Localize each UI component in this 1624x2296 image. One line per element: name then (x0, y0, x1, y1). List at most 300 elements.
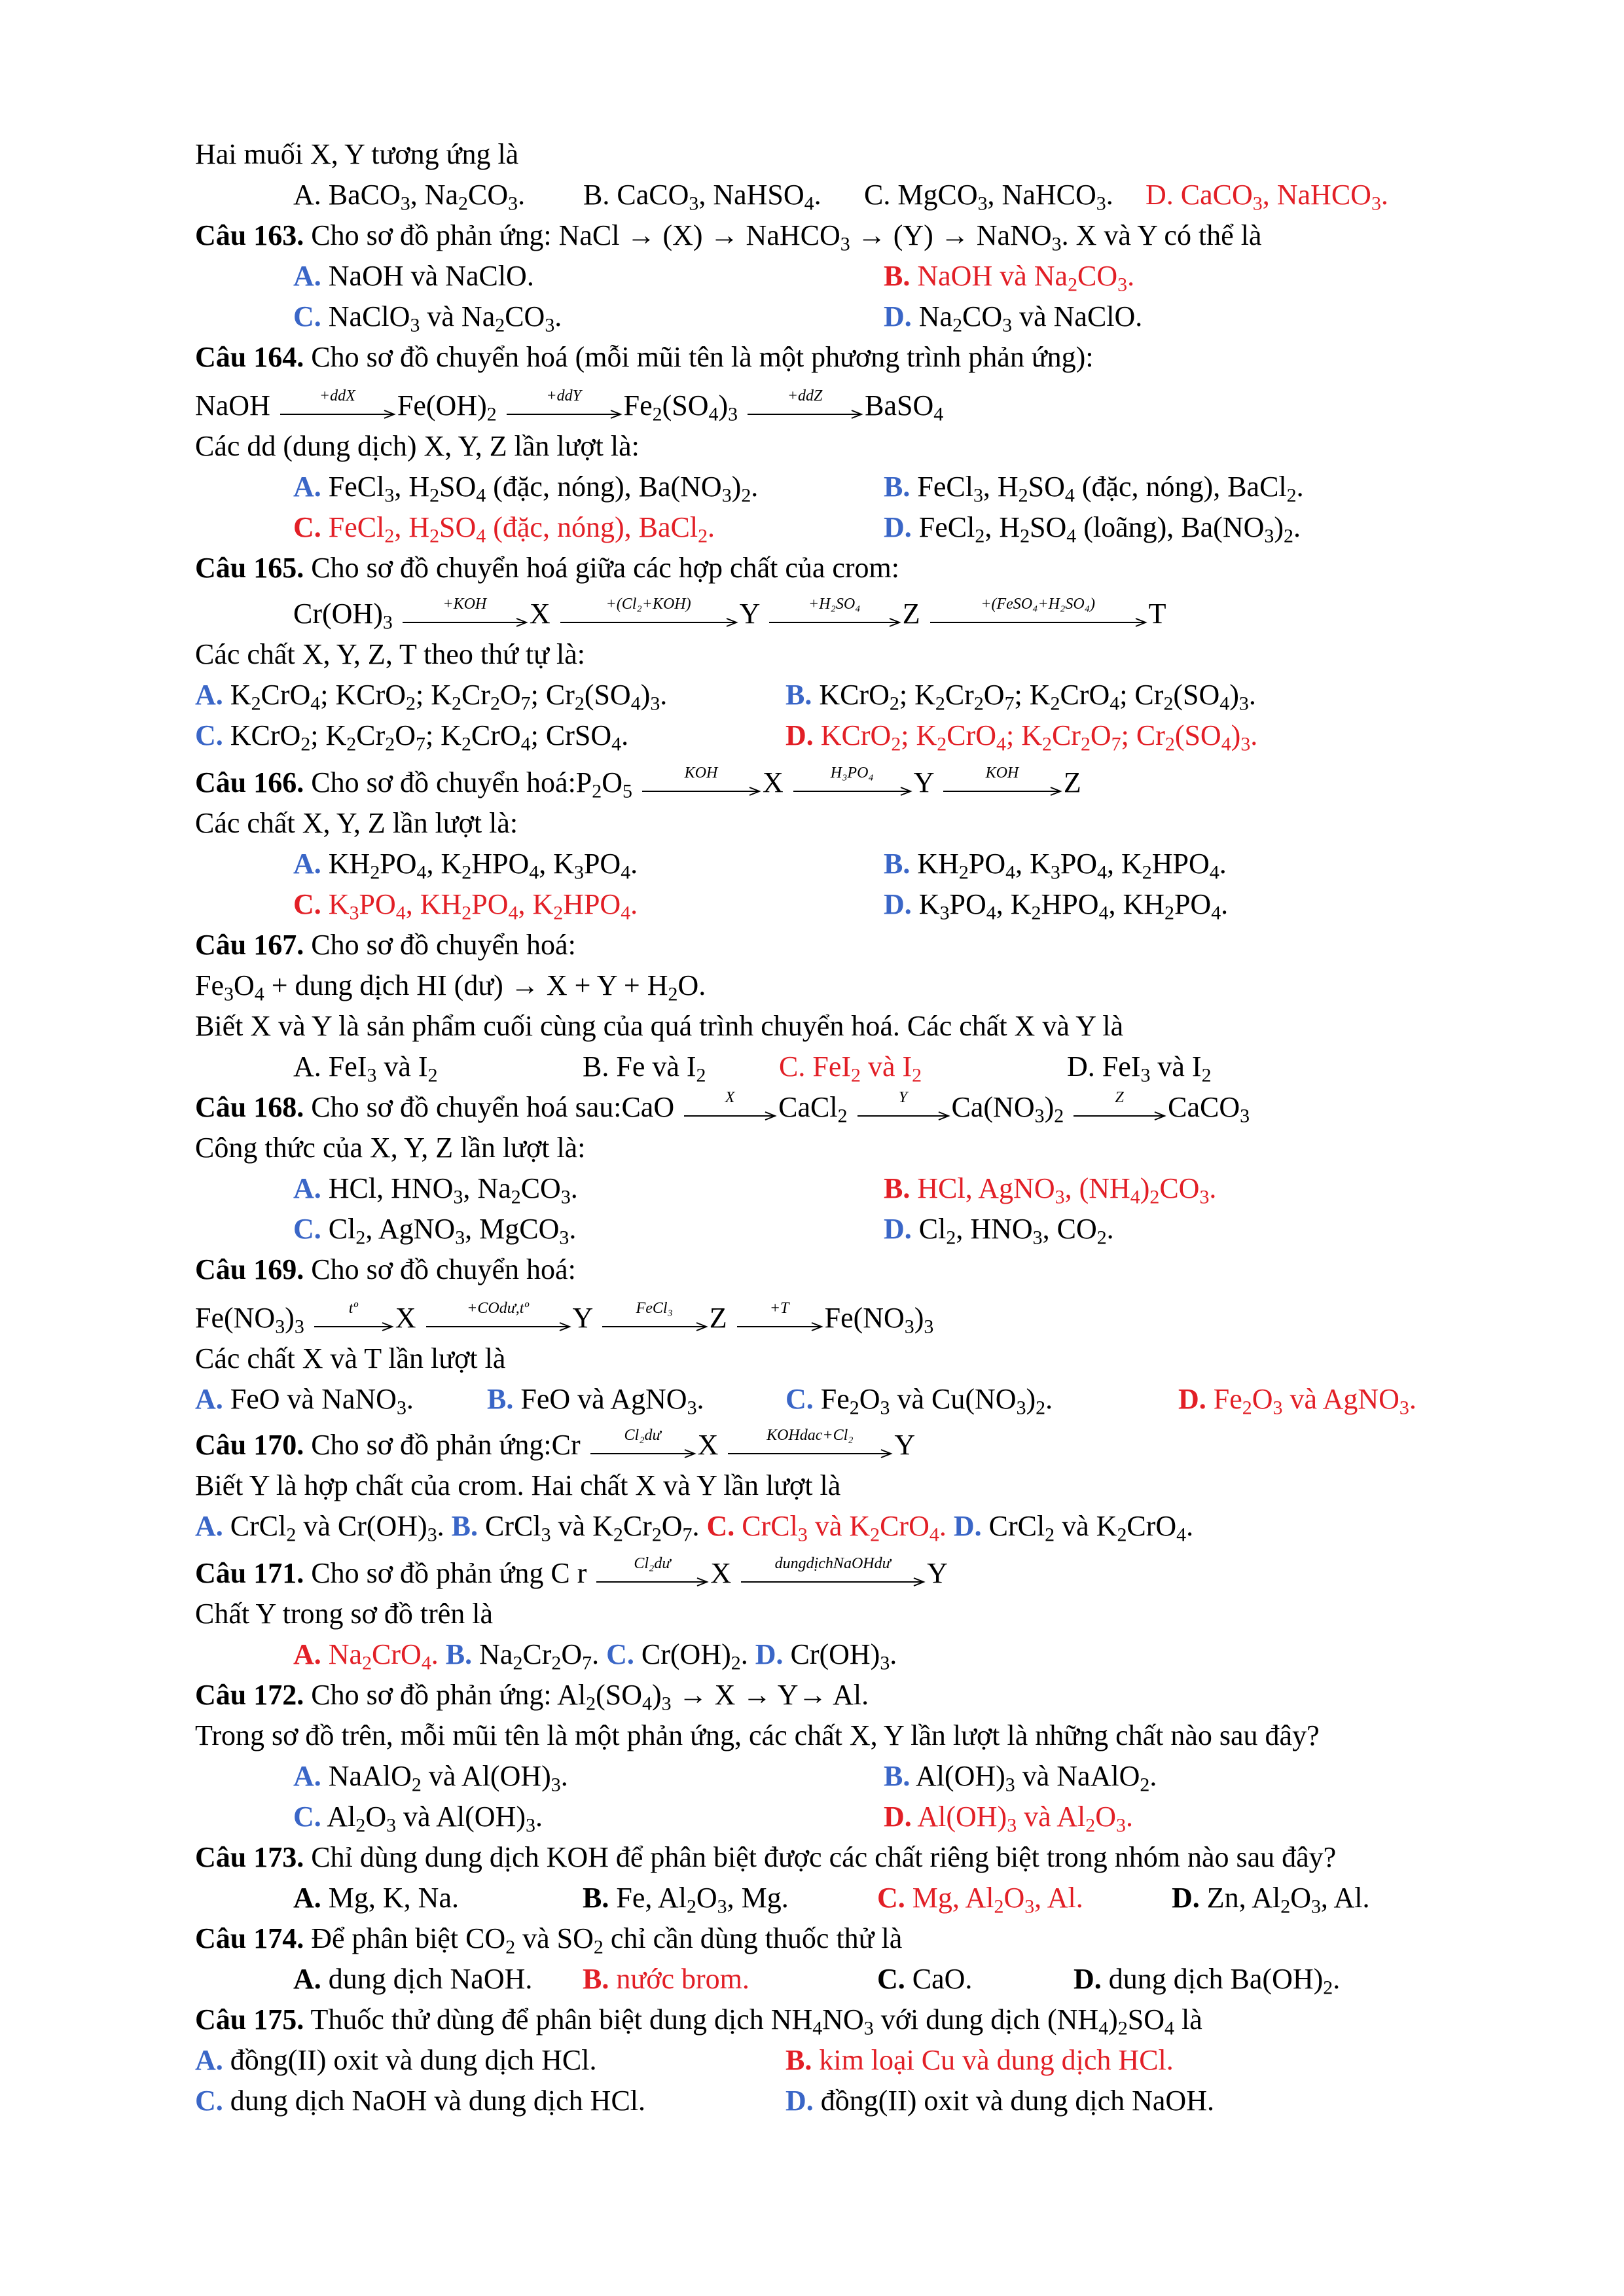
subscript: 4 (1219, 692, 1230, 715)
subscript: 3 (1272, 1397, 1283, 1419)
text-run: . (740, 1638, 755, 1670)
text-run: , KH (1108, 888, 1164, 920)
arrow-label: FeCl₃ (636, 1300, 673, 1317)
text-run: Hai muối X, Y tương ứng là (195, 138, 519, 170)
option-label: A. (195, 1383, 223, 1415)
subscript: 3 (1007, 1814, 1017, 1837)
text-run: . (696, 1383, 704, 1415)
text-run: . (1219, 848, 1227, 880)
text-run: CaCl (778, 1091, 838, 1123)
arrow-icon (314, 1322, 393, 1331)
subscript: 3 (453, 1186, 463, 1208)
text-run: (SO (662, 389, 709, 422)
option-label: D. (1172, 1882, 1200, 1914)
option-segment (293, 1959, 532, 2000)
option-label: B. (445, 1638, 473, 1670)
subscript: 7 (1111, 733, 1121, 755)
subscript: 2 (593, 1936, 604, 1958)
subscript: 3 (728, 403, 738, 425)
text-run: Cr(OH) (634, 1638, 731, 1670)
option-segment (195, 2040, 596, 2081)
text-run: Ca(NO (951, 1091, 1035, 1123)
text-run (738, 389, 745, 422)
subscript: 2 (458, 192, 468, 215)
text-run: Cho sơ đồ phản ứng:Cr (304, 1429, 588, 1461)
subscript: 2 (406, 692, 416, 715)
arrow-icon (602, 1322, 707, 1331)
option-label: A. (293, 848, 321, 880)
subscript: 3 (400, 192, 410, 215)
text-run: Cho sơ đồ phản ứng C r (304, 1557, 594, 1589)
subscript: 3 (1050, 861, 1060, 884)
question-number: Câu 172. (195, 1679, 304, 1711)
text-run: Cr (356, 719, 386, 751)
option-segment (864, 175, 1113, 215)
text-run: SO (1028, 471, 1065, 503)
text-run: . (1106, 179, 1113, 211)
text-run: A. BaCO (293, 179, 401, 211)
subscript: 3 (1096, 192, 1106, 215)
text-run: CrCl (223, 1510, 287, 1542)
text-run: . (570, 1172, 578, 1204)
text-run: . (751, 471, 759, 503)
option-segment (884, 256, 1134, 296)
subscript: 2 (495, 314, 505, 336)
subscript: 3 (1199, 1186, 1210, 1208)
subscript: 2 (849, 1397, 859, 1419)
option-segment (1146, 175, 1388, 215)
text-run: PO (949, 888, 986, 920)
question-number: Câu 169. (195, 1253, 304, 1285)
arrow-icon (426, 1322, 570, 1331)
subscript: 2 (1080, 733, 1091, 755)
text-run: Cho sơ đồ chuyển hoá (mỗi mũi tên là một phương trình phản ứng): (304, 341, 1094, 373)
subscript: 3 (550, 1774, 561, 1796)
text-segment (195, 2000, 1202, 2040)
subscript: 2 (1018, 484, 1028, 507)
reaction-arrow (684, 1089, 776, 1121)
subscript: 2 (652, 403, 662, 425)
text-run: Fe, Al (609, 1882, 687, 1914)
subscript: 2 (427, 1064, 438, 1086)
text-run: D. FeI (1067, 1050, 1141, 1083)
arrow-icon (769, 618, 900, 627)
subscript: 4 (395, 902, 406, 924)
subscript: 4 (1098, 902, 1109, 924)
subscript: 7 (582, 1652, 592, 1674)
subscript: 4 (1110, 692, 1120, 715)
text-run: , H (394, 471, 430, 503)
arrow-label: +ddZ (787, 387, 823, 404)
text-run: CO (520, 1172, 561, 1204)
option-label: B. (583, 1882, 609, 1914)
text-run: đồng(II) oxit và dung dịch NaOH. (813, 2085, 1214, 2117)
text-run: , CO (1042, 1213, 1097, 1245)
subscript: 4 (812, 2017, 823, 2039)
subscript: 2 (429, 484, 440, 507)
text-run: CrO (372, 1638, 422, 1670)
text-run: , NaHCO (987, 179, 1096, 211)
text-run: dung dịch Ba(OH) (1101, 1963, 1324, 1995)
subscript: 2 (668, 983, 678, 1005)
option-segment (293, 296, 562, 337)
option-segment (195, 1379, 414, 1420)
subscript: 3 (508, 192, 518, 215)
text-run: , Na (410, 179, 459, 211)
arrow-label: +(Cl₂+KOH) (605, 596, 691, 613)
subscript: 2 (851, 1064, 861, 1086)
subscript: 7 (682, 1524, 693, 1546)
option-label: A. (293, 1882, 321, 1914)
text-run: ; K (1014, 679, 1051, 711)
subscript: 2 (1142, 861, 1152, 884)
text-run: , HNO (956, 1213, 1033, 1245)
text-segment (195, 634, 585, 675)
text-run: FeCl (321, 471, 385, 503)
text-run: , H (984, 511, 1020, 543)
subscript: 3 (863, 2017, 874, 2039)
text-run: Na (321, 1638, 363, 1670)
option-segment (877, 1959, 972, 2000)
question-number: Câu 166. (195, 766, 304, 798)
text-run: , MgCO (465, 1213, 560, 1245)
subscript: 3 (721, 484, 732, 507)
option-segment (195, 2081, 645, 2121)
text-run: K (911, 888, 940, 920)
option-segment (884, 467, 1304, 507)
option-label: A. (195, 1510, 223, 1542)
text-segment (195, 215, 1261, 256)
text-run: Cr (623, 1510, 652, 1542)
subscript: 2 (1068, 274, 1078, 296)
text-run: và Al (1017, 1801, 1086, 1833)
text-segment (195, 1594, 493, 1634)
text-run: ; K (901, 719, 937, 751)
option-label: C. (195, 2085, 223, 2117)
subscript: 2 (551, 1652, 562, 1674)
subscript: 2 (592, 780, 602, 802)
text-run: NaOH và NaClO. (321, 260, 534, 292)
subscript: 3 (545, 314, 555, 336)
text-run: . (518, 179, 526, 211)
subscript: 3 (384, 484, 395, 507)
text-run: . (1250, 719, 1258, 751)
option-segment (293, 1168, 578, 1209)
text-run: , (NH (1064, 1172, 1130, 1204)
subscript: 3 (1032, 1227, 1043, 1249)
arrow-label: +COdư,tº (467, 1300, 529, 1317)
option-label: A. (293, 471, 321, 503)
subscript: 2 (1164, 733, 1175, 755)
subscript: 3 (687, 1397, 697, 1419)
arrow-icon (560, 618, 737, 627)
text-segment (195, 1006, 1123, 1047)
text-run: ) (914, 1302, 924, 1334)
subscript: 4 (476, 525, 486, 547)
text-run: KCrO (812, 679, 890, 711)
text-run: và K (1055, 1510, 1117, 1542)
text-run: X (762, 766, 791, 798)
question-number: Câu 173. (195, 1841, 304, 1873)
text-run: , Na (463, 1172, 511, 1204)
option-label: D. (1074, 1963, 1102, 1995)
text-run: và NaClO. (1012, 300, 1143, 332)
text-run: dung dịch NaOH và dung dịch HCl. (223, 2085, 646, 2117)
text-run: Cho sơ đồ phản ứng: NaCl → (X) → NaHCO (304, 219, 840, 251)
text-run: Cl (911, 1213, 947, 1245)
text-run: → X → Y→ Al. (671, 1679, 869, 1711)
text-run: Cho sơ đồ chuyển hoá:P (304, 766, 592, 798)
text-run: đồng(II) oxit và dung dịch HCl. (223, 2044, 597, 2076)
subscript: 4 (476, 484, 486, 507)
subscript: 2 (952, 314, 963, 336)
subscript: 2 (1140, 1774, 1150, 1796)
subscript: 4 (529, 861, 539, 884)
subscript: 3 (1117, 274, 1128, 296)
text-run: CO (505, 300, 545, 332)
text-run: O (696, 1882, 717, 1914)
question-number: Câu 175. (195, 2003, 304, 2036)
arrow-label: +ddX (319, 387, 355, 404)
text-run: . (660, 679, 668, 711)
arrow-label: Cl₂dư (634, 1555, 671, 1572)
text-run: Fe(NO (195, 1302, 276, 1334)
text-run: và SO (515, 1922, 594, 1954)
option-label: B. (785, 679, 812, 711)
option-segment (293, 507, 715, 548)
text-run (848, 1091, 855, 1123)
text-run: ; K (425, 719, 461, 751)
subscript: 2 (651, 1524, 662, 1546)
subscript: 2 (384, 525, 395, 547)
subscript: 2 (1041, 733, 1052, 755)
subscript: 2 (686, 1895, 696, 1918)
subscript: 3 (1240, 1105, 1250, 1127)
subscript: 3 (1002, 314, 1013, 336)
option-label: B. (583, 1963, 609, 1995)
subscript: 4 (611, 733, 622, 755)
subscript: 3 (386, 1814, 397, 1837)
option-label: C. (706, 1510, 735, 1542)
subscript: 2 (251, 692, 261, 715)
text-run: Al(OH) (910, 1760, 1005, 1792)
arrow-icon (793, 787, 911, 796)
text-run: (SO (584, 679, 631, 711)
subscript: 2 (461, 733, 471, 755)
option-segment (884, 844, 1227, 884)
subscript: 3 (1371, 192, 1381, 215)
option-segment (884, 296, 1142, 337)
text-run: và NaAlO (1015, 1760, 1140, 1792)
subscript: 3 (717, 1895, 727, 1918)
subscript: 2 (731, 1652, 741, 1674)
subscript: 2 (505, 1936, 516, 1958)
text-run: là (1174, 2003, 1202, 2036)
text-run: ) (718, 389, 729, 422)
text-run: , K (1015, 848, 1051, 880)
text-run: PO (1174, 888, 1212, 920)
text-run: . (437, 1510, 452, 1542)
text-run: O (1290, 1882, 1311, 1914)
subscript: 2 (490, 692, 500, 715)
text-run (947, 1510, 954, 1542)
option-segment (785, 1379, 1053, 1420)
text-run (1064, 1091, 1071, 1123)
text-run: . (1149, 1760, 1157, 1792)
subscript: 2 (385, 733, 395, 755)
option-label: C. (195, 719, 223, 751)
text-run: Fe (1206, 1383, 1242, 1415)
text-run: HPO (1151, 848, 1210, 880)
reaction-arrow (403, 596, 527, 627)
text-run: FeO và NaNO (223, 1383, 397, 1415)
reaction-arrow (930, 596, 1146, 627)
subscript: 2 (1031, 902, 1041, 924)
text-run: dung dịch NaOH. (321, 1963, 533, 1995)
option-segment (785, 715, 1257, 756)
text-run: Fe (623, 389, 653, 422)
subscript: 3 (689, 192, 699, 215)
text-run: Z (709, 1302, 734, 1334)
subscript: 3 (410, 314, 420, 336)
option-label: C. (293, 888, 321, 920)
subscript: 4 (520, 733, 531, 755)
reaction-arrow (426, 1300, 570, 1331)
subscript: 4 (1164, 2017, 1174, 2039)
arrow-icon (748, 410, 862, 419)
option-label: D. (785, 2085, 814, 2117)
subscript: 2 (696, 1064, 706, 1086)
subscript: 2 (486, 403, 497, 425)
text-run: SO (1030, 511, 1067, 543)
reaction-arrow (741, 1555, 924, 1587)
subscript: 2 (355, 1814, 366, 1837)
text-run: ) (1231, 719, 1241, 751)
text-run: C. MgCO (864, 179, 978, 211)
text-run: (loãng), Ba(NO (1076, 511, 1265, 543)
arrow-label: tº (348, 1300, 358, 1317)
text-run: SO (439, 511, 477, 543)
option-segment (884, 884, 1228, 925)
reaction-arrow (602, 1300, 707, 1331)
subscript: 2 (1050, 692, 1060, 715)
arrow-icon (857, 1111, 949, 1121)
subscript: 3 (977, 192, 988, 215)
option-label: C. (606, 1638, 634, 1670)
subscript: 3 (574, 861, 584, 884)
option-label: B. (884, 471, 911, 503)
subscript: 4 (1211, 902, 1221, 924)
subscript: 3 (1252, 192, 1263, 215)
text-run: và I (860, 1050, 912, 1083)
text-run: Y (894, 1429, 916, 1461)
text-run: Na (911, 300, 953, 332)
option-label: A. (293, 1760, 321, 1792)
text-run: O (859, 1383, 880, 1415)
text-run: , K (1107, 848, 1142, 880)
option-segment (884, 1756, 1157, 1797)
text-run: HPO (1041, 888, 1099, 920)
subscript: 2 (511, 1186, 521, 1208)
subscript: 3 (1005, 1774, 1015, 1796)
text-segment (195, 426, 640, 467)
option-label: D. (884, 1801, 912, 1833)
text-run: C. FeI (779, 1050, 851, 1083)
option-label: D. (884, 511, 912, 543)
text-run: . (1127, 260, 1135, 292)
text-run: O (602, 766, 623, 798)
text-run: nước brom. (609, 1963, 749, 1995)
text-run: CrO (947, 719, 997, 751)
option-label: D. (785, 719, 814, 751)
subscript: 4 (804, 192, 814, 215)
subscript: 3 (560, 1186, 571, 1208)
option-segment (785, 2040, 1174, 2081)
option-label: B. (451, 1510, 478, 1542)
text-run: Cho sơ đồ chuyển hoá: (304, 929, 576, 961)
option-label: B. (785, 2044, 812, 2076)
subscript: 2 (574, 692, 585, 715)
text-run: CrO (471, 719, 521, 751)
text-run: ; KCrO (320, 679, 406, 711)
text-run: FeCl (910, 471, 973, 503)
arrow-icon (741, 1577, 924, 1587)
text-run: HPO (563, 888, 621, 920)
text-segment (195, 1506, 1193, 1547)
text-segment (195, 1128, 585, 1168)
text-run: O (661, 1510, 683, 1542)
text-run: . X và Y có thể là (1061, 219, 1262, 251)
text-run: B. CaCO (583, 179, 689, 211)
subscript: 4 (416, 861, 427, 884)
subscript: 3 (1055, 1186, 1065, 1208)
subscript: 3 (427, 1524, 437, 1546)
subscript: 2 (1045, 1524, 1055, 1546)
text-run: X (395, 1302, 424, 1334)
subscript: 2 (741, 484, 751, 507)
option-label: B. (884, 1760, 911, 1792)
reaction-arrow (728, 1427, 892, 1458)
reaction-arrow (737, 1300, 822, 1331)
subscript: 4 (1064, 484, 1075, 507)
question-number: Câu 170. (195, 1429, 304, 1461)
text-run: . (431, 1638, 439, 1670)
text-segment (195, 1298, 933, 1338)
subscript: 2 (1085, 1814, 1096, 1837)
subscript: 2 (1149, 1186, 1160, 1208)
subscript: 3 (541, 1524, 551, 1546)
subscript: 4 (1005, 861, 1016, 884)
subscript: 4 (254, 983, 264, 1005)
text-run: Để phân biệt CO (304, 1922, 506, 1954)
subscript: 2 (461, 902, 472, 924)
text-run: Các chất X, Y, Z, T theo thứ tự là: (195, 638, 585, 670)
text-run: → (Y) → NaNO (850, 219, 1052, 251)
text-run: A. FeI (293, 1050, 367, 1083)
text-run: KCrO (813, 719, 892, 751)
text-run: O. (677, 969, 706, 1001)
arrow-icon (590, 1449, 695, 1458)
option-segment (884, 1168, 1216, 1209)
text-run: . (569, 1213, 577, 1245)
arrow-label: KOH (684, 764, 718, 781)
text-run: và Cu(NO (890, 1383, 1017, 1415)
arrow-icon (403, 618, 527, 627)
question-number: Câu 163. (195, 219, 304, 251)
text-run: PO (471, 888, 509, 920)
text-run: CrO (1127, 1510, 1177, 1542)
text-run: . (939, 1510, 947, 1542)
